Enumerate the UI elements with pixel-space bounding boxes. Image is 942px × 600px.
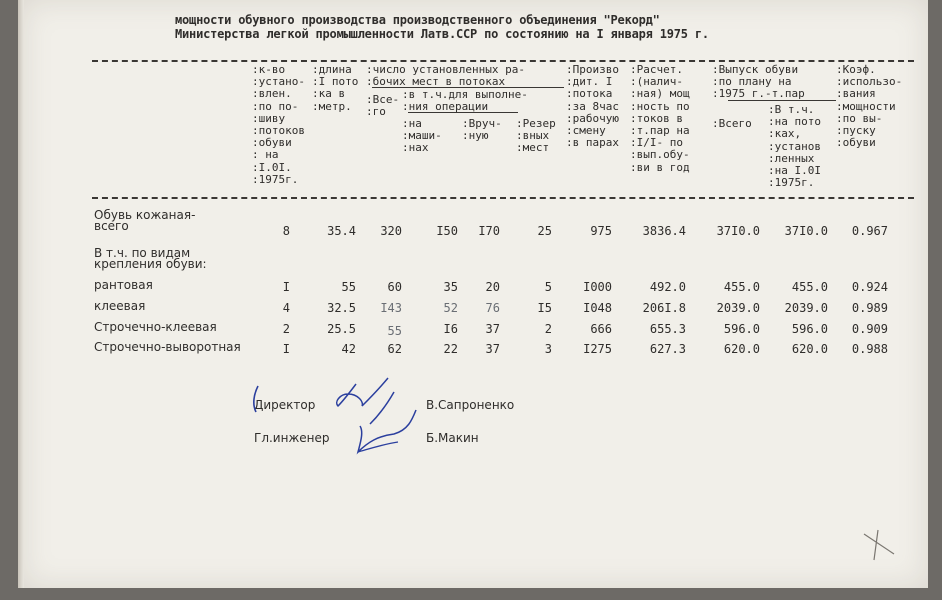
header-top-rule	[92, 60, 914, 62]
table-cell: 35	[443, 280, 458, 294]
row-label: рантовая	[94, 278, 153, 292]
table-cell: 627.3	[649, 342, 686, 356]
header-reserve: :Резер :вных :мест	[516, 117, 556, 155]
table-cell: 37	[485, 322, 500, 336]
header-work-places-incl: :в т.ч.для выполне- :ния операции	[402, 88, 528, 114]
table-cell: 2	[544, 322, 552, 336]
title-line-1: мощности обувного производства производственного объединения "Рекорд"	[175, 13, 660, 27]
table-cell: 35.4	[327, 224, 356, 238]
table-cell: 596.0	[723, 322, 760, 336]
table-cell: 42	[341, 342, 356, 356]
title-line-2: Министерства легкой промышленности Латв.ССР по состоянию на I января 1975 г.	[175, 27, 709, 41]
director-name: В.Сапроненко	[426, 398, 515, 412]
table-cell: 2039.0	[784, 301, 828, 315]
table-cell: I5	[537, 301, 552, 315]
table-cell: 492.0	[649, 280, 686, 294]
table-cell: 0.988	[851, 342, 888, 356]
table-cell: 0.989	[851, 301, 888, 315]
corner-pencil-mark	[856, 526, 906, 566]
table-cell: 596.0	[791, 322, 828, 336]
table-cell: 55	[341, 280, 356, 294]
table-cell: 3	[544, 342, 552, 356]
engineer-name: Б.Макин	[426, 431, 479, 445]
header-incl-underline	[408, 112, 518, 113]
table-cell: 20	[485, 280, 500, 294]
table-cell: 8	[282, 224, 290, 238]
table-cell: I	[282, 280, 290, 294]
table-cell: I50	[436, 224, 458, 238]
table-cell: 62	[387, 342, 402, 356]
table-cell: I70	[478, 224, 500, 238]
table-cell: 32.5	[327, 301, 356, 315]
table-cell: I	[282, 342, 290, 356]
table-cell: 25.5	[327, 322, 356, 336]
table-cell: 76	[485, 301, 500, 315]
row-label: Строчечно-клеевая	[94, 320, 217, 334]
table-cell: 666	[590, 322, 612, 336]
table-cell: 52	[443, 301, 458, 315]
table-cell: 2039.0	[716, 301, 760, 315]
header-work-places-total: :Все- :го	[366, 93, 400, 119]
table-cell: 320	[380, 224, 402, 238]
header-utilization-coef: :Коэф. :использо- :вания :мощности :по вы- :пуску :обуви	[836, 63, 903, 150]
table-cell: 620.0	[791, 342, 828, 356]
table-cell: 22	[443, 342, 458, 356]
header-on-machines: :на :маши- :нах	[402, 117, 442, 155]
table-cell: I43	[380, 301, 402, 315]
handwritten-signatures	[238, 372, 428, 462]
header-count-lines: :к-во :устано- :влен. :по по- :шиву :потоков :обуви : на :I.0I. :1975г.	[252, 63, 305, 186]
header-line-length: :длина :I пото :ка в :метр.	[312, 63, 359, 113]
table-cell: 25	[537, 224, 552, 238]
engineer-title: Гл.инженер	[254, 431, 330, 445]
header-output-underline	[728, 100, 836, 101]
table-cell: 620.0	[723, 342, 760, 356]
row-label: Строчечно-выворотная	[94, 340, 241, 354]
table-cell: 0.909	[851, 322, 888, 336]
table-cell: 60	[387, 280, 402, 294]
table-cell: 37I0.0	[784, 224, 828, 238]
header-output-plan: :Выпуск обуви :по плану на :1975 г.-т.пар	[712, 63, 805, 101]
row-label: Обувь кожаная- всего	[94, 208, 196, 233]
row-label: клеевая	[94, 299, 146, 313]
row-label: В т.ч. по видам крепления обуви:	[94, 246, 207, 271]
table-cell: 455.0	[723, 280, 760, 294]
table-cell: 0.924	[851, 280, 888, 294]
header-work-places: :число установленных ра- :бочих мест в потоках	[366, 63, 525, 89]
table-cell: 37	[485, 342, 500, 356]
table-cell: 5	[544, 280, 552, 294]
header-output-incl: :В т.ч. :на пото :ках, :установ :ленных :на I.0I :1975г.	[768, 103, 821, 190]
table-cell: 455.0	[791, 280, 828, 294]
table-cell: 37I0.0	[716, 224, 760, 238]
header-bottom-rule	[92, 197, 914, 199]
header-productivity: :Произво :дит. I :потока :за 8час :рабочую :смену :в парах	[566, 63, 619, 150]
table-cell: 3836.4	[642, 224, 686, 238]
header-capacity: :Расчет. :(налич- :ная) мощ :ность по :токов в :т.пар на :I/I- по :вып.обу- :ви в год	[630, 63, 690, 174]
table-cell: 655.3	[649, 322, 686, 336]
table-cell: 0.967	[851, 224, 888, 238]
table-cell: 2	[282, 322, 290, 336]
table-cell: 55	[387, 324, 402, 338]
header-by-hand: :Вруч- :ную	[462, 117, 502, 143]
header-output-total: :Всего	[712, 117, 752, 130]
table-cell: I275	[583, 342, 612, 356]
table-cell: I048	[583, 301, 612, 315]
director-title: Директор	[254, 398, 316, 412]
table-cell: I000	[583, 280, 612, 294]
table-cell: 975	[590, 224, 612, 238]
table-cell: 4	[282, 301, 290, 315]
page-fold	[18, 0, 24, 588]
table-cell: I6	[443, 322, 458, 336]
table-cell: 206I.8	[642, 301, 686, 315]
